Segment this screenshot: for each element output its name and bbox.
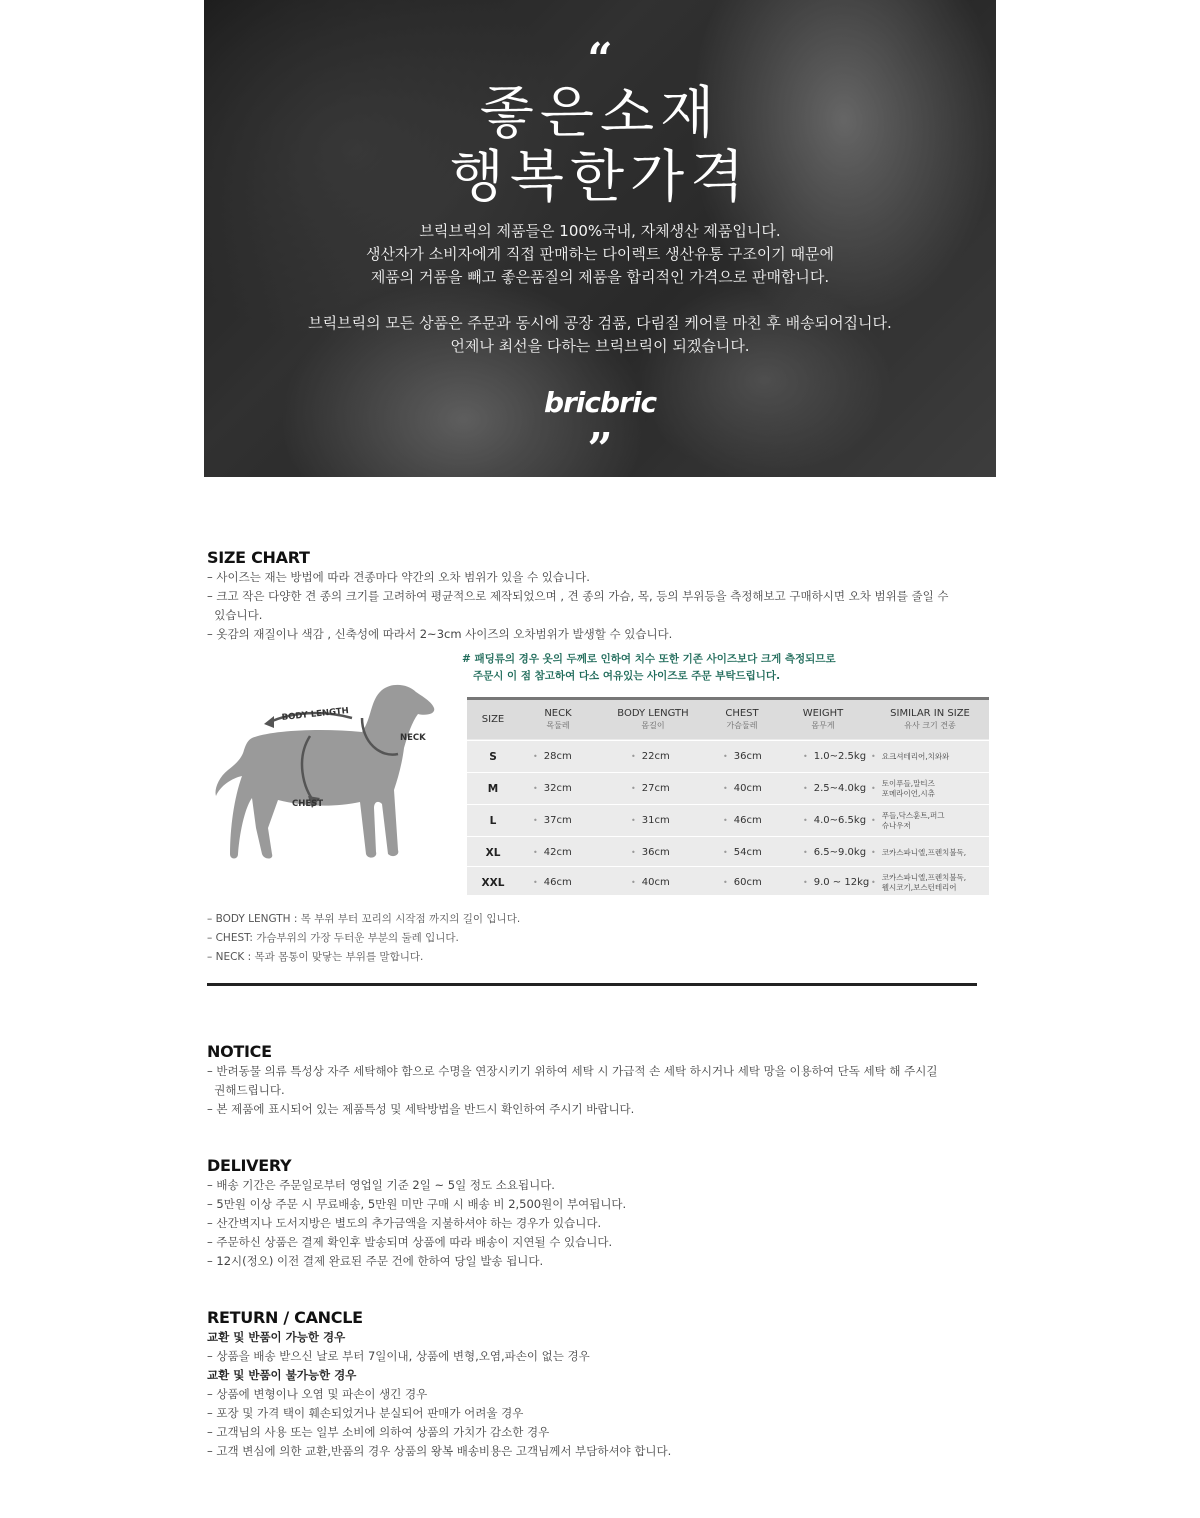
size-table xyxy=(467,697,989,895)
hero-body-1 xyxy=(204,220,996,289)
chest-cell xyxy=(709,773,775,804)
size-chart-line: 있습니다. xyxy=(207,608,263,622)
section-divider xyxy=(207,983,977,986)
similar-breed-line: • 푸들,닥스훈트,퍼그 xyxy=(881,810,945,820)
table-row xyxy=(467,772,989,804)
dog-measurement-diagram xyxy=(212,678,452,868)
definition-line: – CHEST: 가슴부위의 가장 두터운 부분의 둘레 입니다. xyxy=(207,932,459,944)
col-header-sub: 가슴둘레 xyxy=(726,721,758,730)
size-cell: XL xyxy=(485,846,501,859)
col-header-sub: 목둘레 xyxy=(546,721,570,730)
neck-value: • 32cm xyxy=(543,783,572,794)
weight-value: • 6.5~9.0kg xyxy=(813,847,867,858)
delivery-line: – 5만원 이상 주문 시 무료배송, 5만원 미만 구매 시 배송 비 2,500원이 부여됩니다. xyxy=(207,1197,627,1211)
neck-cell xyxy=(519,805,597,836)
col-body-length-header xyxy=(597,700,709,739)
hero-body-2 xyxy=(204,312,996,358)
chest-value: • 40cm xyxy=(733,783,762,794)
size-table-header xyxy=(467,700,989,739)
hero-banner xyxy=(204,0,996,477)
col-header-main: SIZE xyxy=(481,714,505,725)
table-row xyxy=(467,740,989,772)
col-weight-header xyxy=(775,700,871,739)
similar-cell xyxy=(861,837,989,868)
similar-breed-line: 웰시코기,보스턴테리어 xyxy=(881,882,957,892)
return-impossible-line: – 고객님의 사용 또는 일부 소비에 의하여 상품의 가치가 감소한 경우 xyxy=(207,1425,550,1439)
body-cell xyxy=(617,837,709,868)
neck-value: • 46cm xyxy=(543,877,572,888)
similar-breed-line: 포메라이언,시츄 xyxy=(881,788,935,798)
chest-value: • 46cm xyxy=(733,815,762,826)
padding-note-line: # 패딩류의 경우 옷의 두께로 인하여 치수 또한 기존 사이즈보다 크게 측정되므로 xyxy=(462,653,836,665)
body-cell xyxy=(617,773,709,804)
notice-line: – 반려동물 의류 특성상 자주 세탁해야 함으로 수명을 연장시키기 위하여 세탁 시 가급적 손 세탁 하시거나 세탁 망을 이용하여 단독 세탁 해 주시길 xyxy=(207,1064,938,1078)
delivery-line: – 산간벽지나 도서지방은 별도의 추가금액을 지불하셔야 하는 경우가 있습니다. xyxy=(207,1216,602,1230)
col-chest-header xyxy=(709,700,775,739)
close-quote-mark: ” xyxy=(587,424,613,475)
size-cell: XXL xyxy=(481,876,505,889)
notice-line: – 본 제품에 표시되어 있는 제품특성 및 세탁방법을 반드시 확인하여 주시기 바랍니다. xyxy=(207,1102,635,1116)
chest-cell xyxy=(709,805,775,836)
delivery-line: – 12시(정오) 이전 결제 완료된 주문 건에 한하여 당일 발송 됩니다. xyxy=(207,1254,544,1268)
padding-note-line: 주문시 이 점 참고하여 다소 여유있는 사이즈로 주문 부탁드립니다. xyxy=(462,670,781,682)
size-chart-line: – 사이즈는 재는 방법에 따라 견종마다 약간의 오차 범위가 있을 수 있습니다. xyxy=(207,570,590,584)
size-chart-line: – 크고 작은 다양한 견 종의 크기를 고려하여 평균적으로 제작되었으며 , 견 종의 가슴, 목, 등의 부위등을 측정해보고 구매하시면 오차 범위를 줄일 수 xyxy=(207,589,949,603)
col-header-main: CHEST xyxy=(725,708,759,719)
neck-cell xyxy=(519,773,597,804)
table-row xyxy=(467,866,989,898)
size-cell: M xyxy=(487,782,499,795)
body-value: • 36cm xyxy=(641,847,670,858)
table-row xyxy=(467,804,989,836)
weight-cell xyxy=(789,837,871,868)
col-header-sub: 몸무게 xyxy=(811,721,835,730)
weight-cell xyxy=(789,741,871,772)
col-size-header xyxy=(467,700,519,739)
neck-value: • 28cm xyxy=(543,751,572,762)
weight-value: • 1.0~2.5kg xyxy=(813,751,867,762)
hero-headline-1: 좋은소재 xyxy=(479,81,721,146)
body-value: • 27cm xyxy=(641,783,670,794)
open-quote-mark: “ xyxy=(587,34,613,85)
notice-line: 권해드립니다. xyxy=(207,1083,285,1097)
return-possible-heading: 교환 및 반품이 가능한 경우 xyxy=(207,1330,346,1344)
delivery-line: – 주문하신 상품은 결제 확인후 발송되며 상품에 따라 배송이 지연될 수 있습니다. xyxy=(207,1235,613,1249)
similar-breed-line: • 코카스파니엘,프렌치불독, xyxy=(881,872,967,882)
neck-cell xyxy=(519,741,597,772)
neck-value: • 42cm xyxy=(543,847,572,858)
delivery-line: – 배송 기간은 주문일로부터 영업일 기준 2일 ~ 5일 정도 소요됩니다. xyxy=(207,1178,555,1192)
weight-cell xyxy=(789,773,871,804)
similar-cell xyxy=(861,805,989,836)
neck-cell xyxy=(519,837,597,868)
weight-value: • 2.5~4.0kg xyxy=(813,783,867,794)
similar-cell xyxy=(861,741,989,772)
col-header-main: WEIGHT xyxy=(802,708,844,719)
chest-value: • 54cm xyxy=(733,847,762,858)
similar-cell xyxy=(861,867,989,898)
similar-breed-line: • 토이푸들,말티즈 xyxy=(881,778,935,788)
body-cell xyxy=(617,805,709,836)
return-possible-line: – 상품을 배송 받으신 날로 부터 7일이내, 상품에 변형,오염,파손이 없는 경우 xyxy=(207,1349,590,1363)
similar-breed-line: • 코카스파니엘,프렌치불독, xyxy=(881,847,967,857)
neck-label: NECK xyxy=(400,733,426,743)
body-value: • 22cm xyxy=(641,751,670,762)
definition-line: – BODY LENGTH : 목 부위 부터 꼬리의 시작점 까지의 길이 입니다. xyxy=(207,913,521,925)
col-header-sub: 유사 크기 견종 xyxy=(904,721,956,730)
chest-label: CHEST xyxy=(292,799,324,809)
col-neck-header xyxy=(519,700,597,739)
chest-cell xyxy=(709,867,775,898)
weight-value: • 9.0 ~ 12kg xyxy=(813,877,870,888)
hero-body-2-line: 브릭브릭의 모든 상품은 주문과 동시에 공장 검품, 다림질 케어를 마친 후 배송되어집니다. xyxy=(308,314,892,332)
definition-line: – NECK : 목과 몸통이 맞닿는 부위를 말합니다. xyxy=(207,951,424,963)
hero-body-1-line: 브릭브릭의 제품들은 100%국내, 자체생산 제품입니다. xyxy=(419,222,781,240)
col-similar-header xyxy=(871,700,989,739)
table-row xyxy=(467,836,989,868)
size-cell: L xyxy=(489,814,497,827)
similar-breed-line: • 요크셔테리어,치와와 xyxy=(881,751,950,761)
neck-cell xyxy=(519,867,597,898)
col-header-sub: 몸길이 xyxy=(641,721,665,730)
hero-body-2-line: 언제나 최선을 다하는 브릭브릭이 되겠습니다. xyxy=(450,337,750,355)
weight-value: • 4.0~6.5kg xyxy=(813,815,867,826)
hero-body-1-line: 생산자가 소비자에게 직접 판매하는 다이렉트 생산유통 구조이기 때문에 xyxy=(365,245,835,263)
weight-cell xyxy=(789,805,871,836)
body-cell xyxy=(617,741,709,772)
chest-cell xyxy=(709,837,775,868)
col-header-main: BODY LENGTH xyxy=(617,708,689,719)
size-chart-line: – 옷감의 재질이나 색감 , 신축성에 따라서 2~3cm 사이즈의 오차범위가 발생할 수 있습니다. xyxy=(207,627,673,641)
body-value: • 40cm xyxy=(641,877,670,888)
return-impossible-line: – 상품에 변형이나 오염 및 파손이 생긴 경우 xyxy=(207,1387,428,1401)
col-header-main: SIMILAR IN SIZE xyxy=(890,708,970,719)
body-length-label: BODY LENGTH xyxy=(281,705,350,723)
return-impossible-line: – 고객 변심에 의한 교환,반품의 경우 상품의 왕복 배송비용은 고객님께서 부담하셔야 합니다. xyxy=(207,1444,672,1458)
body-cell xyxy=(617,867,709,898)
weight-cell xyxy=(789,867,871,898)
similar-breed-line: 슈나우저 xyxy=(881,820,911,830)
return-title: RETURN / CANCLE xyxy=(207,1308,363,1327)
neck-value: • 37cm xyxy=(543,815,572,826)
size-chart-title: SIZE CHART xyxy=(207,548,310,567)
hero-headline-2: 행복한가격 xyxy=(449,145,751,210)
hero-body-1-line: 제품의 거품을 빼고 좋은품질의 제품을 합리적인 가격으로 판매합니다. xyxy=(370,268,830,286)
similar-cell xyxy=(861,773,989,804)
delivery-title: DELIVERY xyxy=(207,1156,292,1175)
notice-title: NOTICE xyxy=(207,1042,272,1061)
brand-logo: bricbric xyxy=(543,386,657,419)
body-value: • 31cm xyxy=(641,815,670,826)
col-header-main: NECK xyxy=(544,708,572,719)
return-impossible-line: – 포장 및 가격 택이 훼손되었거나 분실되어 판매가 어려울 경우 xyxy=(207,1406,524,1420)
chest-cell xyxy=(709,741,775,772)
size-cell: S xyxy=(489,750,497,763)
return-impossible-heading: 교환 및 반품이 불가능한 경우 xyxy=(207,1368,357,1382)
chest-value: • 60cm xyxy=(733,877,762,888)
chest-value: • 36cm xyxy=(733,751,762,762)
body-length-arrowhead xyxy=(264,716,274,728)
